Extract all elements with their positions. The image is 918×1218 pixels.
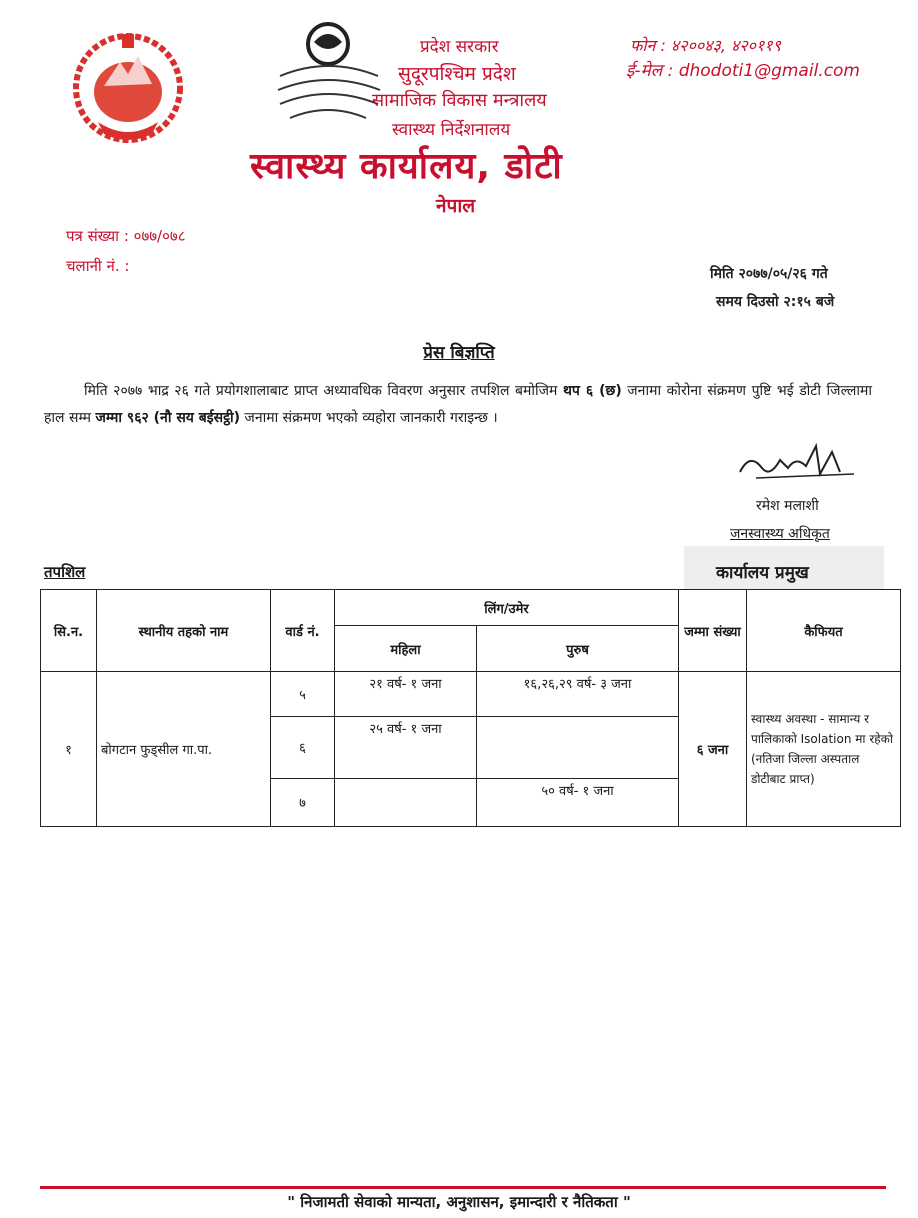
office-title: स्वास्थ्य कार्यालय, डोटी <box>250 146 563 187</box>
header-government: प्रदेश सरकार <box>420 37 499 57</box>
header-total: जम्मा संख्या <box>679 590 747 672</box>
header-female: महिला <box>335 626 477 672</box>
signature-icon <box>736 438 860 486</box>
letter-number: पत्र संख्या : ०७७/०७८ <box>66 227 186 245</box>
cell-ward: ५ <box>271 672 335 716</box>
header-gender-age: लिंग/उमेर <box>335 590 679 626</box>
issue-date: मिति २०७७/०५/२६ गते <box>710 266 828 282</box>
cell-male: ५० वर्ष- १ जना <box>477 778 679 826</box>
header-remarks: कैफियत <box>747 590 901 672</box>
header-directorate: स्वास्थ्य निर्देशनालय <box>392 120 511 140</box>
email-address: ई-मेल : dhodoti1@gmail.com <box>626 61 860 81</box>
cell-remarks: स्वास्थ्य अवस्था - सामान्य र पालिकाको Isolation मा रहेको (नतिजा जिल्ला अस्पताल डोटीबाट प्राप्त) <box>747 672 901 827</box>
header-ward: वार्ड नं. <box>271 590 335 672</box>
header-ministry: सामाजिक विकास मन्त्रालय <box>372 90 547 111</box>
press-release-body <box>44 378 872 432</box>
header-sn: सि.न. <box>41 590 97 672</box>
country-name: नेपाल <box>436 195 476 217</box>
body-text-part1: मिति २०७७ भाद्र २६ गते प्रयोगशालाबाट प्राप्त अध्यावधिक विवरण अनुसार तपशिल बमोजिम <box>84 383 563 399</box>
header-local-level: स्थानीय तहको नाम <box>97 590 271 672</box>
signatory-designation: जनस्वास्थ्य अधिकृत <box>730 526 830 542</box>
phone-number: फोन : ४२००४३, ४२०११९ <box>630 36 781 55</box>
issue-time: समय दिउसो २:१५ बजे <box>716 294 835 310</box>
nepal-emblem-icon <box>68 26 188 148</box>
body-text-part3: जनामा संक्रमण भएको व्यहोरा जानकारी गराइन्छ । <box>239 410 498 426</box>
table-caption: तपशिल <box>44 563 86 581</box>
cell-female: २१ वर्ष- १ जना <box>335 672 477 716</box>
cell-total: ६ जना <box>679 672 747 827</box>
body-text-new-cases: थप ६ (छ) <box>562 383 622 399</box>
press-release-title: प्रेस बिज्ञप्ति <box>423 343 495 363</box>
cell-male <box>477 716 679 778</box>
body-text-part2: जनामा कोरोना संक्रमण पुष्टि भई डोटी जिल्लामा हाल सम्म <box>44 383 872 426</box>
ministry-seal-icon <box>270 16 388 136</box>
cell-female <box>335 778 477 826</box>
footer-motto: " निजामती सेवाको मान्यता, अनुशासन, इमान्दारी र नैतिकता " <box>287 1193 631 1211</box>
body-text-total-cases: जम्मा ९६२ (नौ सय बईसट्ठी) <box>95 410 240 426</box>
header-province: सुदूरपश्चिम प्रदेश <box>398 63 516 85</box>
signatory-name: रमेश मलाशी <box>756 498 819 514</box>
cell-ward: ६ <box>271 716 335 778</box>
office-chief-stamp: कार्यालय प्रमुख <box>716 563 809 583</box>
cell-ward: ७ <box>271 778 335 826</box>
header-male: पुरुष <box>477 626 679 672</box>
dispatch-number: चलानी नं. : <box>66 257 130 275</box>
cell-male: १६,२६,२९ वर्ष- ३ जना <box>477 672 679 716</box>
cell-sn: १ <box>41 672 97 827</box>
footer-divider <box>40 1186 886 1189</box>
cell-local-level: बोगटान फुड्सील गा.पा. <box>97 672 271 827</box>
table-row <box>41 672 901 716</box>
cell-female: २५ वर्ष- १ जना <box>335 716 477 778</box>
case-details-table <box>40 589 901 827</box>
